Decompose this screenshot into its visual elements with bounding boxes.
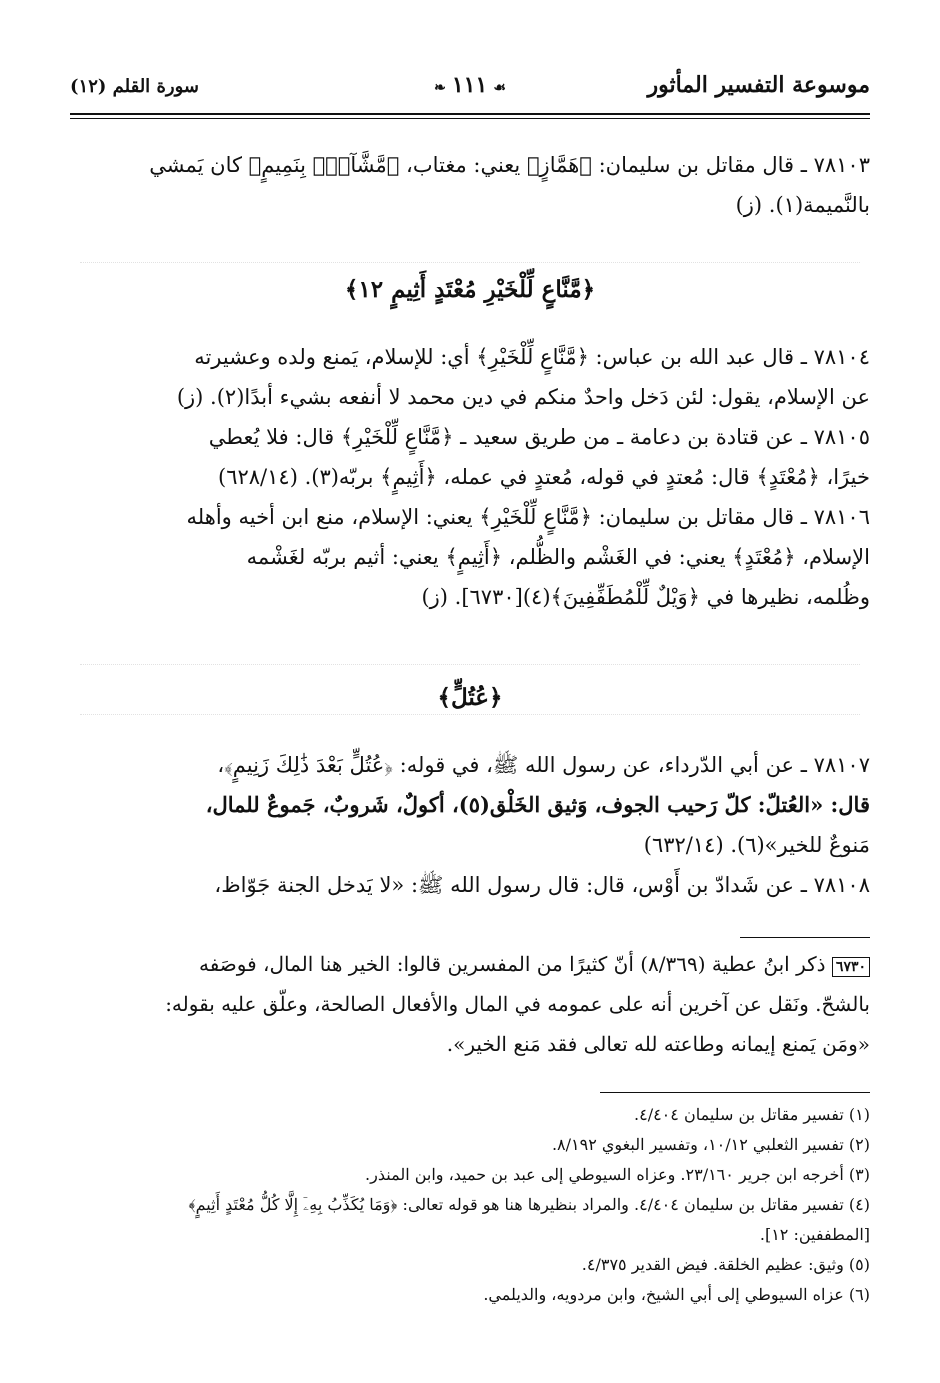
text-line: الإسلام، ﴿مُعْتَدٍ﴾ يعني: في الغَشْم والظُّلم، ﴿أَثِيمٍ﴾ يعني: أثيم بربّه لغَشْمه xyxy=(246,545,870,569)
ornament-icon: ☙ xyxy=(493,80,506,96)
note-separator xyxy=(740,937,870,938)
text-line: بالنَّميمة(١). (ز) xyxy=(735,193,870,217)
text-line: عن الإسلام، يقول: لئن دَخل واحدٌ منكم في دين محمد لا أنفعه بشيء أبدًا(٢). (ز) xyxy=(176,385,870,409)
text-line: وظُلمه، نظيرها في ﴿وَيْلٌ لِّلْمُطَفِّفِينَ﴾(٤)[٦٧٣٠]. (ز) xyxy=(421,585,870,609)
entries-block-2 xyxy=(66,337,870,617)
note-line xyxy=(66,944,870,984)
text-line: ٧٨١٠٣ ـ قال مقاتل بن سليمان: ﴿هَمَّازٍ﴾ يعني: مغتاب، ﴿مَّشَّآءِۭ بِنَمِيمٍ﴾ كان يَمشي xyxy=(149,153,870,177)
footnote: (٢) تفسير الثعلبي ١٠/١٢، وتفسير البغوي ٨/١٩٢. xyxy=(551,1135,870,1154)
page-header xyxy=(70,68,870,108)
text-line: ٧٨١٠٦ ـ قال مقاتل بن سليمان: ﴿مَّنَّاعٍ لِّلْخَيْرِ﴾ يعني: الإسلام، منع ابن أخيه وأهله xyxy=(186,505,870,529)
scholarly-note xyxy=(66,944,870,1064)
footnote: (٥) وثيق: عظيم الخلقة. فيض القدير ٤/٣٧٥. xyxy=(581,1255,870,1274)
note-number-box: ٦٧٣٠ xyxy=(832,957,870,977)
entry-78103 xyxy=(66,145,870,225)
text-line: ٧٨١٠٤ ـ قال عبد الله بن عباس: ﴿مَّنَّاعٍ لِّلْخَيْرِ﴾ أي: للإسلام، يَمنع ولده وعشيرته xyxy=(194,345,870,369)
text-line: مَنوعٌ للخير»(٦). (٦٣٢/١٤) xyxy=(643,833,870,857)
faint-divider xyxy=(80,664,860,665)
page-number: ١١١ xyxy=(451,72,488,98)
page-number-group xyxy=(428,72,512,98)
note-line: بالشحّ. ونَقل عن آخرين أنه على عمومه في المال والأفعال الصالحة، وعلّق عليه بقوله: xyxy=(165,992,870,1016)
footnote: (٤) تفسير مقاتل بن سليمان ٤/٤٠٤. والمراد بنظيرها هنا هو قوله تعالى: ﴿وَمَا يُكَذِّبُ بِهِۦٓ إِلَّا كُلُّ مُعْتَدٍ أَثِيمٍ﴾ xyxy=(188,1195,870,1214)
surah-name: سورة القلم (١٢) xyxy=(70,76,199,97)
note-text: ذكر ابنُ عطية (٨/٣٦٩) أنّ كثيرًا من المفسرين قالوا: الخير هنا المال، فوصَفه xyxy=(198,952,826,976)
faint-divider xyxy=(80,262,860,263)
ayah-text: ﴿عُتُلٍّ﴾ xyxy=(437,684,503,711)
text-line: خيرًا، ﴿مُعْتَدٍ﴾ قال: مُعتدٍ في قوله، مُعتدٍ في عمله، ﴿أَثِيمٍ﴾ بربّه(٣). (٦٢٨/١٤) xyxy=(218,465,870,489)
footnote: (٦) عزاه السيوطي إلى أبي الشيخ، وابن مردويه، والديلمي. xyxy=(483,1285,870,1304)
note-line: «ومَن يَمنع إيمانه وطاعته لله تعالى فقد مَنع الخير». xyxy=(446,1032,870,1056)
text-line: قال: «العُتلّ: كلّ رَحيب الجوف، وَثيق الخَلْق(٥)، أكولٌ، شَروبٌ، جَموعٌ للمال، xyxy=(205,792,870,817)
header-rule-thin xyxy=(70,118,870,119)
ornament-icon: ❧ xyxy=(434,80,446,96)
ayah-heading-1 xyxy=(70,276,870,303)
ayah-text: ﴿مَّنَّاعٍ لِّلْخَيْرِ مُعْتَدٍ أَثِيمٍ ١٢﴾ xyxy=(344,276,596,303)
footnote: (١) تفسير مقاتل بن سليمان ٤/٤٠٤. xyxy=(634,1105,870,1124)
text-line: ٧٨١٠٧ ـ عن أبي الدّرداء، عن رسول الله ﷺ، في قوله: ﴿عُتُلٍّ بَعْدَ ذَٰلِكَ زَنِيمٍ﴾، xyxy=(217,753,870,777)
ayah-heading-2 xyxy=(70,684,870,711)
footnote: (٣) أخرجه ابن جرير ٢٣/١٦٠. وعزاه السيوطي إلى عبد بن حميد، وابن المنذر. xyxy=(365,1165,870,1184)
text-line: ٧٨١٠٥ ـ عن قتادة بن دعامة ـ من طريق سعيد ـ ﴿مَّنَّاعٍ لِّلْخَيْرِ﴾ قال: فلا يُعطي xyxy=(208,425,870,449)
text-line: ٧٨١٠٨ ـ عن شَدادّ بن أَوْس، قال: قال رسول الله ﷺ: «لا يَدخل الجنة جَوّاظ، xyxy=(214,873,870,897)
faint-divider xyxy=(80,714,860,715)
footnotes-separator xyxy=(600,1092,870,1093)
entries-block-3 xyxy=(66,745,870,905)
footnotes xyxy=(66,1100,870,1310)
footnote: [المطففين: ١٢]. xyxy=(759,1225,870,1244)
header-rule xyxy=(70,113,870,115)
book-title: موسوعة التفسير المأثور xyxy=(647,72,870,98)
